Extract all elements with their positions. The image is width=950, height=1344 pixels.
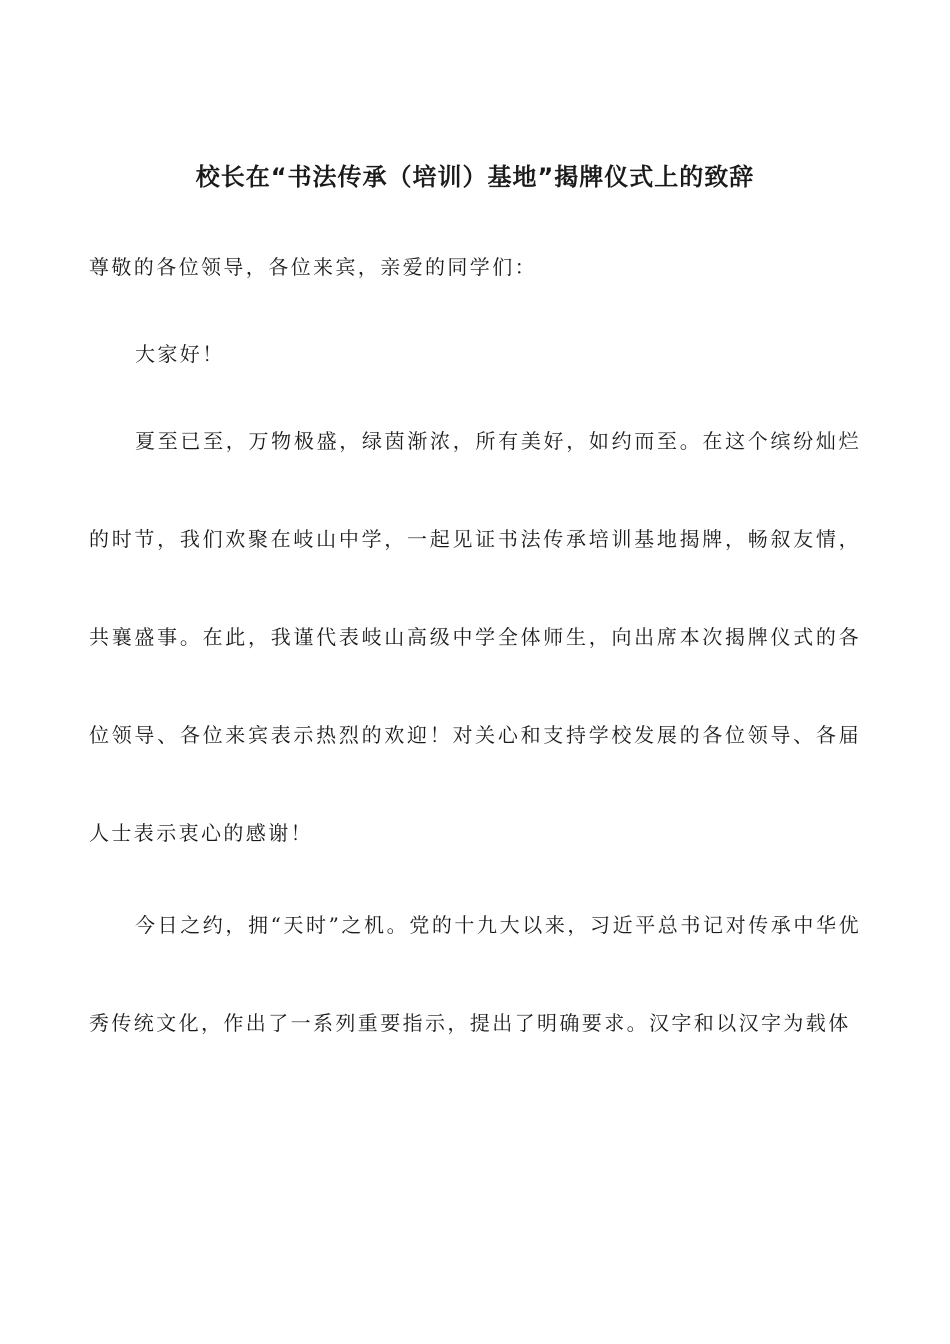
paragraph-welcome: 夏至已至，万物极盛，绿茵渐浓，所有美好，如约而至。在这个缤纷灿烂的时节，我们欢聚在岐山中学，一起见证书法传承培训基地揭牌，畅叙友情，共襄盛事。在此，我谨代表岐山高级中学全体师生，向出席本次揭牌仪式的各位领导、各位来宾表示热烈的欢迎！对关心和支持学校发展的各位领导、各届人士表示衷心的感谢！ <box>89 429 861 845</box>
salutation: 尊敬的各位领导，各位来宾，亲爱的同学们： <box>89 255 537 279</box>
document-title: 校长在“书法传承（培训）基地”揭牌仪式上的致辞 <box>195 163 755 191</box>
paragraph-greeting: 大家好！ <box>135 342 225 366</box>
paragraph-timing: 今日之约，拥“天时”之机。党的十九大以来，习近平总书记对传承中华优秀传统文化，作出了一系列重要指示，提出了明确要求。汉字和以汉字为载体 <box>89 913 861 1035</box>
